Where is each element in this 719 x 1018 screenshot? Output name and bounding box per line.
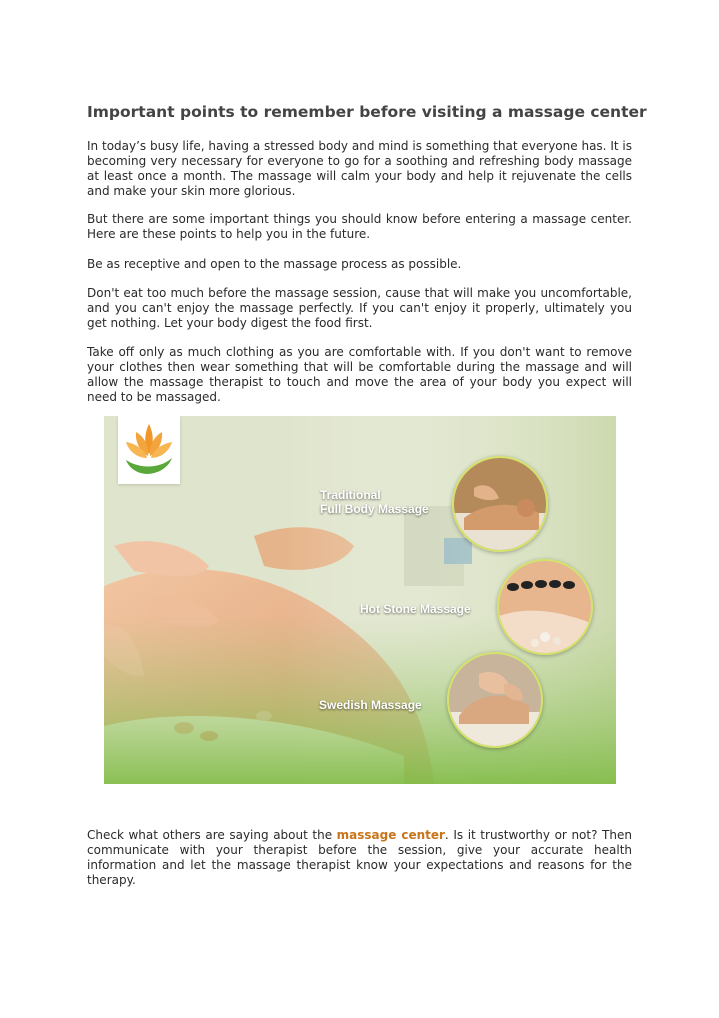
paragraph-dont-eat: Don't eat too much before the massage session, cause that will make you uncomfortable, and you can't enjoy the massage perfectly. If you can't enjoy it properly, ultimately you get nothing. Let your body digest the food first.: [87, 286, 632, 330]
swedish-massage-thumbnail: [447, 652, 543, 748]
paragraph-closing: [87, 828, 632, 888]
article-title: Important points to remember before visiting a massage center: [87, 103, 647, 121]
closing-text-before: Check what others are saying about the: [87, 828, 337, 842]
paragraph-receptive: Be as receptive and open to the massage process as possible.: [87, 257, 462, 271]
massage-center-link[interactable]: massage center: [336, 828, 445, 842]
paragraph-clothing: Take off only as much clothing as you are comfortable with. If you don't want to remove your clothes then wear something that will be comfortable during the massage and will allow the massage therapist to touch and move the area of your body you expect will need to be massaged.: [87, 345, 632, 404]
caption-traditional-line1: Traditional: [320, 488, 381, 502]
caption-hot-stone: Hot Stone Massage: [360, 602, 471, 616]
swedish-massage-photo: [449, 654, 541, 746]
massage-promo-image: [104, 416, 616, 784]
closing-text-after: . Is it trustworthy or not? Then communicate with your therapist before the session, give your accurate health information and let the massage therapist know your expectations and reasons for the therapy.: [87, 828, 632, 887]
paragraph-intro: In today’s busy life, having a stressed body and mind is something that everyone has. It is becoming very necessary for everyone to go for a soothing and refreshing body massage at least once a month. The massage will calm your body and help it rejuvenate the cells and make your skin more glorious.: [87, 139, 632, 198]
caption-traditional-line2: Full Body Massage: [320, 502, 429, 516]
traditional-massage-thumbnail: [452, 456, 548, 552]
hot-stone-massage-thumbnail: [497, 559, 593, 655]
caption-swedish: Swedish Massage: [319, 698, 422, 712]
hot-stone-massage-photo: [499, 561, 591, 653]
traditional-massage-photo: [454, 458, 546, 550]
caption-traditional: [320, 488, 429, 516]
lotus-hand-icon: [118, 416, 180, 484]
spa-logo: [118, 416, 180, 484]
paragraph-important-things: But there are some important things you should know before entering a massage center. Here are these points to help you in the future.: [87, 212, 632, 241]
